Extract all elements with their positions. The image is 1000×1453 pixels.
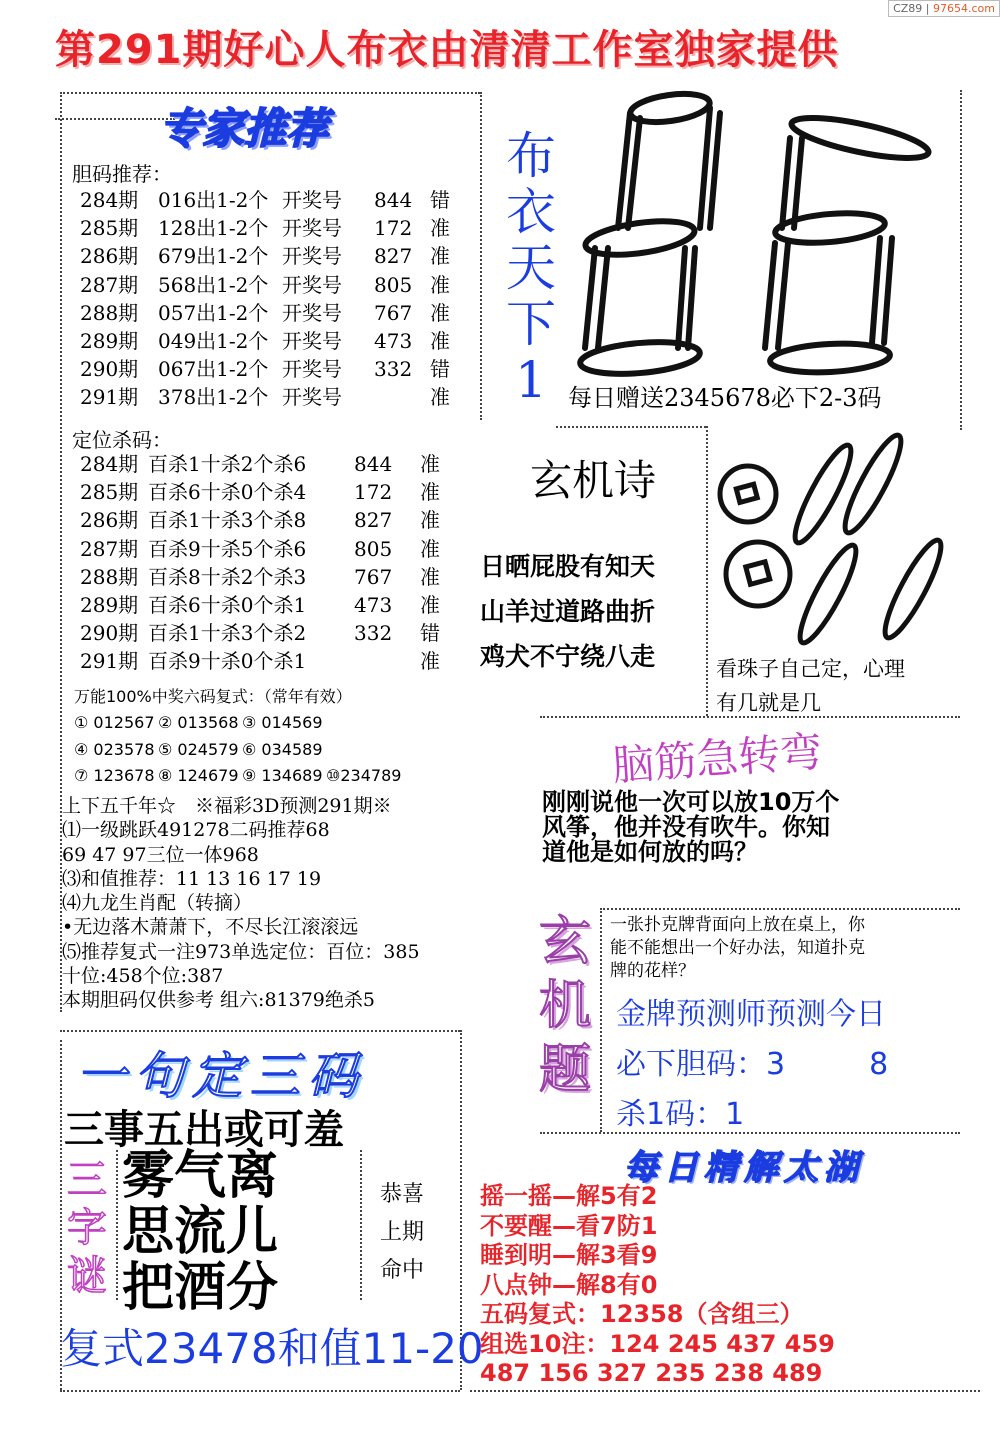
dan-result: 准: [430, 244, 450, 269]
kill-period: 285期: [80, 480, 139, 505]
six-row: [74, 763, 454, 790]
frame-line: [60, 92, 480, 94]
kill-period: 289期: [80, 592, 139, 617]
kill-pick: 百杀6十杀0个杀1: [148, 592, 307, 617]
kill-num: 827: [354, 508, 393, 533]
stroke-segment: [769, 341, 890, 375]
kill-table: [80, 450, 480, 676]
dan-period: 291期: [80, 385, 139, 410]
forecast-line: 69 47 97三位一体968: [62, 843, 259, 866]
dan-tag: 开奖号: [282, 357, 342, 382]
sentence-phrase: 三事五出或可羞: [64, 1107, 344, 1153]
kill-pick: 百杀1十杀2个杀6: [148, 452, 307, 476]
riddle-word: 把酒分: [122, 1257, 279, 1318]
poem-line: 日晒屁股有知天: [480, 552, 656, 581]
kill-result: 准: [420, 480, 440, 505]
dan-pick: 679出1-2个: [158, 244, 269, 269]
riddle-vertical-title: [530, 910, 600, 1102]
beads-drawing: [708, 414, 958, 654]
kill-pick: 百杀1十杀3个杀2: [148, 621, 307, 646]
kill-row: [80, 450, 480, 478]
coin-hole: [746, 562, 770, 585]
coin-hole: [736, 484, 757, 502]
forecast-line: •无边落木萧萧下，不尽长江滚滚远: [62, 916, 359, 939]
taihu-line: 组选10注：124 245 437 459: [480, 1329, 835, 1358]
dan-result: 准: [430, 216, 450, 241]
kill-result: 准: [420, 592, 440, 617]
kill-period: 286期: [80, 508, 139, 533]
gold-line-3: [616, 1090, 888, 1140]
forecast-line: ⑸推荐复式一注973单选定位：百位：385: [62, 940, 420, 963]
kill-pick: 百杀9十杀0个杀1: [148, 649, 307, 674]
buyi-vertical-title: [496, 128, 566, 408]
congrats-line: 上期: [380, 1220, 425, 1245]
buyi-char: 布: [506, 127, 556, 185]
riddle-words: [122, 1145, 279, 1318]
buyi-char: 下: [506, 295, 556, 353]
riddle-char: 机: [538, 976, 591, 1036]
kill-result: 准: [420, 649, 440, 674]
kill-num: 332: [354, 621, 393, 646]
gold-kill-label: 杀1码：: [616, 1097, 726, 1132]
stroke-segment: [782, 138, 802, 228]
frame-line: [55, 118, 175, 120]
kill-num: 767: [354, 564, 393, 589]
dan-period: 288期: [80, 300, 139, 325]
dan-tag: 开奖号: [282, 188, 342, 212]
coin-bead: [726, 542, 790, 606]
dan-num: 473: [374, 328, 413, 353]
six-code: ⑥ 034589: [242, 739, 323, 759]
dan-row: [80, 383, 480, 411]
dan-row: [80, 327, 480, 355]
kill-num: 172: [354, 480, 393, 505]
kill-row: [80, 506, 480, 534]
stroke-segment: [700, 108, 720, 228]
six-row: [74, 737, 454, 764]
frame-line: [60, 1030, 460, 1032]
three-char: 谜: [67, 1253, 107, 1299]
poem-lines: [480, 544, 655, 679]
gold-line-2: [616, 1040, 888, 1090]
kill-row: [80, 535, 480, 563]
gold-dan-num: 8: [869, 1047, 889, 1082]
three-char-vertical: [64, 1156, 110, 1300]
gold-kill-num: 1: [725, 1097, 745, 1132]
stick-bead: [877, 535, 950, 643]
dan-tag: 开奖号: [282, 385, 342, 410]
dan-row: [80, 214, 480, 242]
six-code: ⑩234789: [326, 766, 402, 785]
frame-line: [60, 1390, 460, 1392]
frame-line: [360, 1150, 362, 1300]
six-code: ⑦ 123678: [74, 766, 155, 785]
buyi-char: 衣: [506, 183, 556, 241]
kill-row: [80, 647, 480, 675]
kill-num: 844: [354, 452, 393, 476]
six-code: ① 012567: [74, 713, 155, 732]
taihu-line: 摇一摇—解5有2: [480, 1182, 658, 1210]
forecast-line: ⑶和值推荐：11 13 16 17 19: [62, 867, 322, 890]
watermark-prefix: CZ89: [893, 2, 923, 15]
dan-tag: 开奖号: [282, 300, 342, 325]
poem-line: 山羊过道路曲折: [480, 597, 656, 626]
dan-row: [80, 299, 480, 327]
kill-row: [80, 619, 480, 647]
buyi-char: 天: [506, 239, 556, 297]
coin-bead: [720, 466, 776, 522]
six-code: ④ 023578: [74, 739, 155, 759]
frame-line: [116, 1150, 118, 1300]
taihu-line: 不要醒—看7防1: [480, 1211, 658, 1240]
dan-period: 287期: [80, 272, 139, 297]
buyi-gift: 每日赠送2345678必下2-3码: [568, 384, 882, 412]
forecast-line: 本期胆码仅供参考 组六:81379绝杀5: [62, 989, 375, 1012]
riddle-word: 思流儿: [122, 1201, 279, 1262]
kill-row: [80, 478, 480, 506]
dan-result: 错: [430, 188, 450, 212]
six-code: ⑧ 124679: [158, 766, 239, 785]
brain-line: 刚刚说他一次可以放10万个: [542, 788, 840, 816]
stroke-segment: [583, 215, 696, 260]
kill-period: 287期: [80, 536, 139, 561]
kill-period: 291期: [80, 649, 139, 674]
dan-pick: 016出1-2个: [158, 188, 269, 212]
kill-num: 473: [354, 592, 393, 617]
taihu-line: 八点钟—解8有0: [480, 1270, 658, 1299]
forecast-line: ⑷九龙生肖配（转摘）: [62, 892, 253, 915]
riddle-question: [610, 914, 865, 983]
taihu-line: 487 156 327 235 238 489: [480, 1359, 823, 1387]
dan-pick: 049出1-2个: [158, 328, 269, 353]
riddle-char: 题: [538, 1040, 591, 1100]
stick-bead: [792, 540, 865, 648]
compound-bottom: 复式23478和值11-20: [60, 1324, 484, 1373]
stroke-segment: [789, 110, 932, 166]
site-watermark: CZ89 | 97654.com: [888, 0, 1000, 17]
dan-tag: 开奖号: [282, 272, 342, 297]
beads-caption-line: 看珠子自己定，心理: [716, 657, 905, 681]
forecast-line: ⑴一级跳跃491278二码推荐68: [62, 819, 330, 842]
brain-heading: 脑筋急转弯: [610, 726, 824, 791]
kill-row: [80, 591, 480, 619]
three-char: 字: [67, 1205, 107, 1251]
forecast-line: 上下五千年☆ ※福彩3D预测291期※: [62, 795, 392, 817]
dan-period: 284期: [80, 188, 139, 212]
kill-row: [80, 563, 480, 591]
beads-caption: [716, 652, 905, 720]
dan-pick: 057出1-2个: [158, 300, 269, 325]
kill-result: 错: [420, 621, 440, 646]
buyi-number: 1: [515, 351, 547, 409]
taihu-lines: [480, 1182, 835, 1389]
page-title: 第291期好心人布衣由清清工作室独家提供: [55, 27, 839, 73]
six-row: [74, 710, 454, 737]
watermark-site: 97654.com: [933, 2, 995, 15]
dan-tag: 开奖号: [282, 328, 342, 353]
dan-result: 准: [430, 272, 450, 297]
stroke-segment: [585, 248, 608, 348]
riddle-line: 一张扑克牌背面向上放在桌上，你: [610, 915, 865, 935]
dan-row: [80, 355, 480, 383]
dan-tag: 开奖号: [282, 216, 342, 241]
riddle-char: 玄: [538, 912, 591, 972]
dan-num: 844: [374, 188, 413, 212]
frame-line: [600, 908, 602, 1132]
frame-line: [480, 92, 482, 420]
gold-predict: [616, 990, 888, 1140]
forecast-line: 十位:458个位:387: [62, 965, 224, 988]
gold-line-1: 金牌预测师预测今日: [616, 997, 886, 1032]
expert-heading: 专家推荐: [160, 104, 329, 153]
congrats-line: 恭喜: [380, 1182, 425, 1207]
kill-pick: 百杀9十杀5个杀6: [148, 536, 307, 561]
kill-period: 288期: [80, 564, 139, 589]
six-code: ⑤ 024579: [158, 739, 239, 759]
dan-table: [80, 186, 480, 412]
stroke-segment: [678, 248, 695, 348]
dan-pick: 128出1-2个: [158, 216, 269, 241]
three-char: 三: [67, 1157, 107, 1203]
riddle-line: 能不能想出一个好办法，知道扑克: [610, 938, 865, 958]
frame-line: [556, 426, 706, 428]
stroke-segment: [872, 238, 892, 343]
six-code: ⑨ 134689: [242, 766, 323, 785]
dan-num: 767: [374, 300, 413, 325]
congrats-vertical: [380, 1176, 424, 1290]
digits-86-drawing: [560, 78, 960, 378]
riddle-line: 牌的花样？: [610, 961, 695, 981]
frame-line: [960, 90, 962, 430]
dan-pick: 568出1-2个: [158, 272, 269, 297]
forecast-block: [62, 794, 420, 1013]
dan-result: 准: [430, 300, 450, 325]
stroke-segment: [765, 243, 788, 348]
kill-period: 290期: [80, 621, 139, 646]
riddle-word: 雾气离: [122, 1145, 279, 1206]
taihu-line: 睡到明—解3看9: [480, 1241, 658, 1269]
kill-result: 准: [420, 536, 440, 561]
six-code-table: [74, 710, 454, 790]
six-code: ③ 014569: [242, 713, 323, 732]
six-code: ② 013568: [158, 713, 239, 732]
kill-label: 定位杀码：: [72, 428, 172, 452]
stroke-segment: [774, 209, 886, 246]
poem-heading: 玄机诗: [530, 456, 657, 505]
kill-period: 284期: [80, 452, 139, 476]
sentence-heading: 一句定三码: [76, 1047, 366, 1105]
six-code-label: 万能100%中奖六码复式：（常年有效）: [74, 687, 352, 706]
brain-line: 道他是如何放的吗？: [542, 838, 758, 866]
dan-period: 286期: [80, 244, 139, 269]
dan-row: [80, 271, 480, 299]
kill-pick: 百杀1十杀3个杀8: [148, 508, 307, 533]
brain-line: 风筝，他并没有吹牛。你知: [542, 813, 830, 841]
congrats-line: 命中: [380, 1258, 425, 1283]
dan-row: [80, 186, 480, 214]
kill-pick: 百杀8十杀2个杀3: [148, 564, 307, 589]
dan-result: 准: [430, 328, 450, 353]
gold-dan-label: 必下胆码：: [616, 1047, 766, 1082]
dan-label: 胆码推荐：: [72, 162, 172, 186]
dan-result: 准: [430, 385, 450, 410]
gold-dan-num: 3: [766, 1047, 786, 1082]
dan-row: [80, 242, 480, 270]
dan-num: 172: [374, 216, 413, 241]
poem-line: 鸡犬不宁绕八走: [480, 642, 656, 671]
kill-result: 准: [420, 452, 440, 476]
taihu-line: 五码复式：12358（含组三）: [480, 1300, 804, 1328]
dan-num: 805: [374, 272, 413, 297]
dan-pick: 378出1-2个: [158, 385, 269, 410]
kill-result: 准: [420, 508, 440, 533]
taihu-heading: 每日精解太湖: [624, 1148, 864, 1188]
dan-pick: 067出1-2个: [158, 357, 269, 382]
dan-period: 290期: [80, 357, 139, 382]
frame-line: [600, 908, 960, 910]
dan-result: 错: [430, 357, 450, 382]
dan-num: 332: [374, 357, 413, 382]
dan-period: 289期: [80, 328, 139, 353]
dan-tag: 开奖号: [282, 244, 342, 269]
beads-caption-line: 有几就是几: [716, 691, 821, 715]
frame-line: [470, 1390, 980, 1392]
brain-question: [542, 790, 839, 865]
kill-num: 805: [354, 536, 393, 561]
kill-result: 准: [420, 564, 440, 589]
dan-period: 285期: [80, 216, 139, 241]
kill-pick: 百杀6十杀0个杀4: [148, 480, 307, 505]
stroke-segment: [618, 113, 640, 228]
dan-num: 827: [374, 244, 413, 269]
